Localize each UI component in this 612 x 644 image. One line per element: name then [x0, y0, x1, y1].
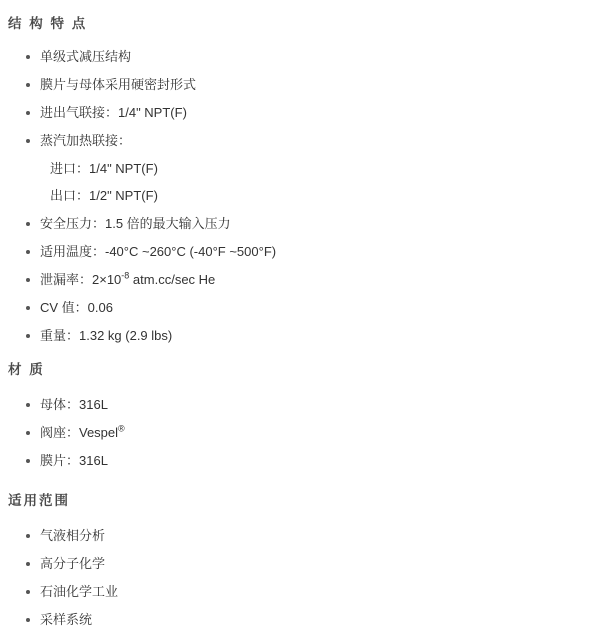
list-item-label: 重量：1.32 kg (2.9 lbs) — [40, 327, 173, 343]
list-item-label: CV 值：0.06 — [40, 300, 113, 316]
list-item-label: 母体：316L — [40, 397, 108, 412]
list-item — [22, 557, 118, 571]
scope-list — [22, 529, 118, 641]
section-title-structure: 结 构 特 点 — [8, 16, 88, 31]
list-item-label: 泄漏率：2×10 — [40, 272, 122, 288]
list-item-label: 高分子化学 — [40, 555, 106, 571]
list-item — [22, 301, 276, 315]
section-title-scope: 适用范围 — [8, 493, 70, 508]
list-item — [22, 217, 276, 231]
list-item — [22, 78, 276, 92]
list-item — [22, 613, 118, 627]
list-item — [22, 50, 276, 64]
list-item-label-suffix: atm.cc/sec He — [129, 272, 216, 288]
list-item — [22, 106, 276, 120]
list-item-label: 膜片：316L — [40, 452, 108, 468]
registered-trademark-icon: ® — [118, 423, 125, 434]
list-item-label: 气液相分析 — [40, 528, 106, 543]
section-title-material: 材 质 — [8, 362, 45, 377]
list-item — [22, 134, 276, 148]
list-item-label: 采样系统 — [40, 611, 93, 627]
list-item-sub — [22, 162, 276, 176]
list-item-label: 进口：1/4" NPT(F) — [50, 160, 158, 176]
list-item — [22, 270, 276, 288]
superscript-exponent: -8 — [121, 270, 130, 281]
list-item-label: 出口：1/2" NPT(F) — [50, 188, 158, 204]
list-item-label: 单级式减压结构 — [40, 49, 132, 64]
list-item-label: 阀座：Vespel — [40, 424, 119, 440]
list-item-label: 石油化学工业 — [40, 583, 119, 599]
list-item-label: 膜片与母体采用硬密封形式 — [40, 76, 197, 92]
list-item — [22, 585, 118, 599]
list-item — [22, 329, 276, 343]
list-item — [22, 423, 125, 440]
material-list — [22, 398, 125, 482]
list-item — [22, 529, 118, 543]
structure-feature-list — [22, 50, 276, 357]
list-item-label: 适用温度：-40°C ~260°C (-40°F ~500°F) — [40, 244, 277, 260]
list-item — [22, 245, 276, 259]
list-item — [22, 398, 125, 412]
list-item — [22, 454, 125, 468]
list-item-label: 进出气联接：1/4" NPT(F) — [40, 104, 187, 120]
list-item-sub — [22, 189, 276, 203]
list-item-label: 安全压力：1.5 倍的最大输入压力 — [40, 216, 231, 232]
list-item-label: 蒸汽加热联接： — [40, 132, 132, 148]
